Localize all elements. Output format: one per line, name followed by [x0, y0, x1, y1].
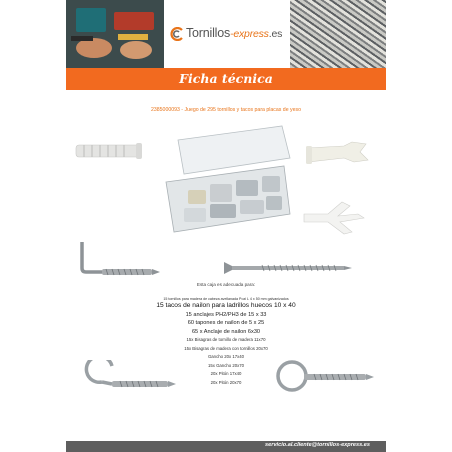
title-banner — [66, 68, 386, 90]
footer-bar — [66, 441, 386, 452]
wood-screw-image — [222, 260, 354, 276]
product-line: 2385000093 - Juego de 295 tornillos y tacos para placas de yeso — [151, 107, 301, 113]
list-item: 20x Pitón 20x70 — [210, 379, 242, 385]
brand-name: Tornillos — [186, 26, 231, 40]
brand-logo-text — [186, 26, 282, 40]
l-hook-image — [72, 238, 164, 278]
list-item: 15x Bisagras de tornillo de madera 11x70 — [186, 337, 266, 342]
list-item: 20x Pitón 17x40 — [210, 371, 242, 376]
brand-accent: -express — [230, 28, 269, 40]
toggle-plug-image — [298, 196, 374, 238]
list-item: Gancho 20x 17x40 — [207, 354, 245, 359]
list-item: 15x Bisagras de madera con tornillos 20x70 — [184, 345, 268, 351]
logo-area — [164, 0, 290, 68]
header-photo-screws — [290, 0, 386, 68]
list-item: 15x Gancho 20x70 — [207, 362, 245, 368]
list-item: 60 tapones de nailon de 5 x 25 — [187, 320, 265, 326]
header — [66, 0, 386, 68]
nylon-plug-image — [74, 140, 146, 162]
datasheet-page — [66, 0, 386, 452]
screw-eye-image — [270, 356, 380, 402]
banner-title: Ficha técnica — [179, 71, 273, 86]
header-photo-tools — [66, 0, 164, 68]
brand-logo-icon — [170, 27, 184, 41]
screw-hook-image — [80, 360, 180, 402]
content-line: 15 tornillos para madera de cabeza avellanada Pozi L 4 x 50 mm galvanizados — [163, 297, 289, 301]
brand-tld: .es — [268, 28, 283, 40]
list-item: 65 x Anclaje de nailon 6x30 — [191, 328, 261, 335]
intro-text: Esta caja es adecuada para: — [196, 282, 256, 287]
assortment-case-image — [158, 122, 296, 240]
list-item: 15 tacos de nailon para ladrillos huecos 10 x 40 — [156, 302, 296, 309]
footer-email: servicio.al.cliente@tornillos-express.es — [265, 442, 370, 448]
list-item: 15 anclajes PH2/PH3 de 15 x 33 — [185, 311, 267, 318]
drywall-anchor-image — [304, 136, 372, 176]
